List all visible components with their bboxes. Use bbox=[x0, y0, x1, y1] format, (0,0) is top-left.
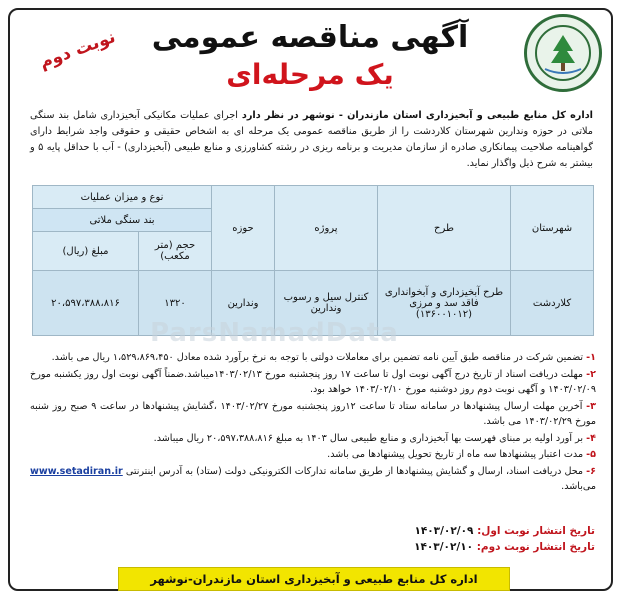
tree-emblem-icon bbox=[533, 23, 593, 83]
intro-text: اجرای عملیات مکانیکی آبخیزداری شامل بند سنگی ملاتی در حوزه وندارین شهرستان کلاردشت را از طریق مناقصه عمومی یک مرحله ای به اشخاص حقیقی و حقوقی واجد شرایط دارای گواهینامه صلاحیت پیمانکاری صادره از سازمان مدیریت و برنامه ریزی در رشته کشاورزی و منابع طبیعی (آبخیزداری) - آب با حداقل پایه ۵ و بیشتر به شرح ذیل واگذار نماید. bbox=[30, 110, 593, 169]
list-item: ۴- بر آورد اولیه بر مبنای فهرست بها آبخیزداری و منابع طبیعی سال ۱۴۰۳ به مبلغ ۲۰،۵۹۷،۳۸۸،۸۱۶ ریال میباشد. bbox=[153, 432, 596, 444]
header-operations: نوع و میزان عملیات bbox=[33, 186, 212, 209]
header-city: شهرستان bbox=[511, 186, 594, 271]
ad-title: آگهی مناقصه عمومی bbox=[151, 20, 469, 55]
cell-plan: طرح آبخیزداری و آبخوانداری فاقد سد و مرزی (۱۳۶۰۰۱۰۱۲) bbox=[378, 271, 511, 336]
list-item: ۲- مهلت دریافت اسناد از تاریخ درج آگهی نوبت اول تا ساعت ۱۷ روز پنجشنبه مورخ ۱۴۰۳/۰۲/۱۳میباشد.ضمناً آگهی نوبت اول روز یکشنبه مورخ ۱۴۰۳/۰۲/۰۹ و آگهی نوبت دوم روز دوشنبه مورخ ۱۴۰۳/۰۲/۱۰ خواهد بود. bbox=[30, 368, 596, 395]
cell-volume: ۱۳۲۰ bbox=[139, 271, 212, 336]
watermark: ParsNamadData bbox=[150, 318, 399, 348]
notes-list bbox=[30, 350, 596, 496]
list-item: ۵- مدت اعتبار پیشنهادها سه ماه از تاریخ تحویل پیشنهادها می باشد. bbox=[327, 449, 596, 460]
first-publication: تاریخ انتشار نوبت اول: ۱۴۰۳/۰۲/۰۹ bbox=[414, 525, 595, 537]
header-project: پروژه bbox=[275, 186, 378, 271]
list-item: ۱- تضمین شرکت در مناقصه طبق آیین نامه تضمین برای معاملات دولتی با توجه به نرخ برآورد شده معادل ۱،۵۲۹،۸۶۹،۴۵۰ ریال می باشد. bbox=[51, 352, 596, 363]
intro-paragraph bbox=[30, 108, 593, 172]
header-dam-type: بند سنگی ملاتی bbox=[33, 209, 212, 232]
organization-logo bbox=[524, 14, 602, 92]
header-volume: حجم (متر مکعب) bbox=[139, 232, 212, 271]
list-item: ۳- آخرین مهلت ارسال پیشنهادها در سامانه ستاد تا ساعت ۱۲روز پنجشنبه مورخ ۱۴۰۳/۰۲/۲۷ ،گشایش پیشنهادها در ساعت ۹ صبح روز شنبه مورخ ۱۴۰۳/۰۲/۲۹ می باشد. bbox=[30, 400, 596, 427]
header-basin: حوزه bbox=[212, 186, 275, 271]
tender-table bbox=[32, 185, 594, 336]
ad-subtitle: یک مرحله‌ای bbox=[226, 58, 394, 91]
setad-link[interactable]: www.setadiran.ir bbox=[30, 465, 123, 477]
cell-project: کنترل سیل و رسوب وندارین bbox=[275, 271, 378, 336]
cell-basin: وندارین bbox=[212, 271, 275, 336]
intro-org: اداره کل منابع طبیعی و آبخیزداری استان مازندران - نوشهر در نظر دارد bbox=[241, 110, 593, 121]
footer-banner: اداره کل منابع طبیعی و آبخیزداری استان مازندران-نوشهر bbox=[118, 567, 510, 591]
header-amount: مبلغ (ریال) bbox=[33, 232, 139, 271]
header-plan: طرح bbox=[378, 186, 511, 271]
cell-city: کلاردشت bbox=[511, 271, 594, 336]
second-publication: تاریخ انتشار نوبت دوم: ۱۴۰۳/۰۲/۱۰ bbox=[414, 541, 595, 553]
round-stamp: نوبت دوم bbox=[36, 27, 119, 73]
cell-amount: ۲۰،۵۹۷،۳۸۸،۸۱۶ bbox=[33, 271, 139, 336]
publication-dates bbox=[30, 523, 595, 555]
list-item: ۶- محل دریافت اسناد، ارسال و گشایش پیشنهادها از طریق سامانه تدارکات الکترونیکی دولت (ستاد) به آدرس اینترنتی www.setadiran.ir می‌باشد. bbox=[30, 465, 596, 492]
